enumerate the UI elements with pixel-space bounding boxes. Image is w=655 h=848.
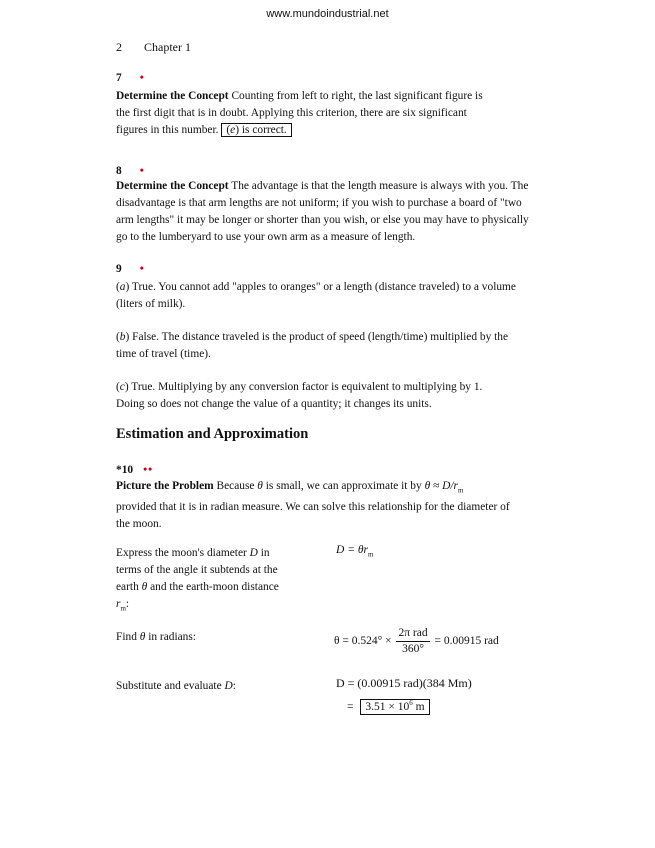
- concept-label: Determine the Concept: [116, 180, 229, 192]
- answer-box: (e) is correct.: [221, 123, 291, 137]
- text-line: arm lengths" it may be longer or shorter than you wish, or else you may have to physically: [116, 214, 529, 226]
- text-line: and the earth-moon distance: [147, 581, 279, 593]
- difficulty-indicator: •: [139, 165, 145, 177]
- picture-problem-label: Picture the Problem: [116, 480, 214, 492]
- step-3-equation-line2: [347, 699, 430, 713]
- step-3-equation-line1: D = (0.00915 rad)(384 Mm): [336, 676, 472, 690]
- header-url[interactable]: www.mundoindustrial.net: [266, 8, 389, 20]
- step-2-text: [116, 629, 196, 646]
- approx-expression: θ ≈ D/r: [424, 480, 458, 492]
- problem-number: 7: [116, 72, 122, 84]
- section-title: Estimation and Approximation: [116, 426, 309, 442]
- text-line: ) True. Multiplying by any conversion factor is equivalent to multiplying by 1.: [124, 381, 483, 393]
- conversion-fraction: [396, 626, 429, 657]
- difficulty-indicator: ••: [143, 464, 154, 476]
- part-letter: c: [119, 381, 125, 393]
- text-line: in radians:: [145, 631, 196, 643]
- fraction-numerator: 2π rad: [396, 626, 429, 642]
- problem-7-body: [116, 88, 483, 139]
- eq-sign: =: [347, 700, 354, 713]
- result-unit: m: [412, 700, 425, 713]
- text-line: Find: [116, 631, 140, 643]
- subscript: m: [367, 550, 374, 559]
- text-line: Substitute and evaluate: [116, 680, 225, 692]
- problem-number: 8: [116, 165, 122, 177]
- text-line: provided that it is in radian measure. We can solve this relationship for the diameter of: [116, 501, 510, 514]
- step-1-text: [116, 545, 301, 617]
- var-D: D: [249, 547, 258, 559]
- text-line: :: [125, 598, 130, 610]
- text-line: terms of the angle it subtends at the: [116, 564, 278, 576]
- text-line: ) True. You cannot add "apples to oranges" or a length (distance traveled) to a volume: [125, 281, 516, 293]
- problem-8-heading: [116, 165, 145, 177]
- theta-symbol: θ: [139, 631, 146, 643]
- problem-8-body: [116, 178, 529, 246]
- problem-10-heading: [116, 464, 153, 476]
- concept-label: Determine the Concept: [116, 90, 229, 102]
- part-letter: a: [119, 281, 126, 293]
- final-answer-box: [360, 699, 429, 715]
- problem-9c: (c) True. Multiplying by any conversion factor is equivalent to multiplying by 1. Doing so does not change the value of a quantity; it changes its units.: [116, 379, 482, 413]
- eq-result: = 0.00915 rad: [434, 635, 499, 648]
- step-1-equation: [336, 544, 373, 558]
- text-line: Doing so does not change the value of a quantity; it changes its units.: [116, 398, 432, 410]
- problem-9b: (b) False. The distance traveled is the product of speed (length/time) multiplied by the time of travel (time).: [116, 329, 508, 363]
- theta-symbol: θ: [257, 480, 263, 492]
- eq-lhs: θ = 0.524° ×: [334, 635, 392, 648]
- problem-number: *10: [116, 464, 134, 476]
- var-r: r: [116, 598, 121, 610]
- text-line: Counting from left to right, the last significant figure is: [228, 90, 483, 102]
- problem-9-heading: [116, 263, 145, 275]
- page-number: 2: [116, 40, 122, 54]
- text-line: the first digit that is in doubt. Applying this criterion, there are six significant: [116, 107, 467, 119]
- problem-number: 9: [116, 263, 122, 275]
- eq-lhs: D: [336, 544, 345, 556]
- eq-rhs: = θr: [344, 544, 368, 556]
- chapter-label: Chapter 1: [144, 40, 191, 54]
- text-line: go to the lumberyard to use your own arm as a measure of length.: [116, 231, 416, 243]
- fraction-denominator: 360°: [402, 643, 424, 655]
- difficulty-indicator: •: [139, 72, 145, 84]
- text-line: the moon.: [116, 518, 162, 531]
- subscript: m: [120, 604, 126, 613]
- problem-7-heading: [116, 72, 145, 84]
- step-2-equation: [334, 626, 499, 657]
- difficulty-indicator: •: [139, 263, 145, 275]
- problem-10-intro: [116, 478, 510, 533]
- result-exponent: 6: [409, 699, 413, 707]
- running-head: [116, 40, 191, 55]
- answer-letter: e: [230, 124, 236, 136]
- text-line: ) False. The distance traveled is the product of speed (length/time) multiplied by the: [125, 331, 509, 343]
- result-base: 3.51 × 10: [365, 700, 410, 713]
- text-line: time of travel (time).: [116, 348, 211, 360]
- text-line: The advantage is that the length measure is always with you. The: [228, 180, 529, 192]
- text-line: earth: [116, 581, 142, 593]
- text-line: Express the moon's diameter: [116, 547, 250, 559]
- step-3-text: [116, 678, 236, 695]
- text-line: (liters of milk).: [116, 298, 186, 310]
- var-D: D: [224, 680, 233, 692]
- part-letter: b: [119, 331, 126, 343]
- answer-text: ) is correct.: [235, 124, 287, 136]
- text-line: Because: [213, 480, 258, 492]
- subscript: m: [457, 486, 464, 495]
- text-line: is small, we can approximate it by: [262, 480, 425, 492]
- text-line: disadvantage is that arm lengths are not uniform; if you wish to purchase a board of "two: [116, 197, 522, 209]
- text-line: :: [232, 680, 236, 692]
- text-line: in: [257, 547, 270, 559]
- text-line: figures in this number.: [116, 124, 219, 136]
- problem-9a: (a) True. You cannot add "apples to oranges" or a length (distance traveled) to a volume (liters of milk).: [116, 279, 516, 313]
- theta-symbol: θ: [141, 581, 148, 593]
